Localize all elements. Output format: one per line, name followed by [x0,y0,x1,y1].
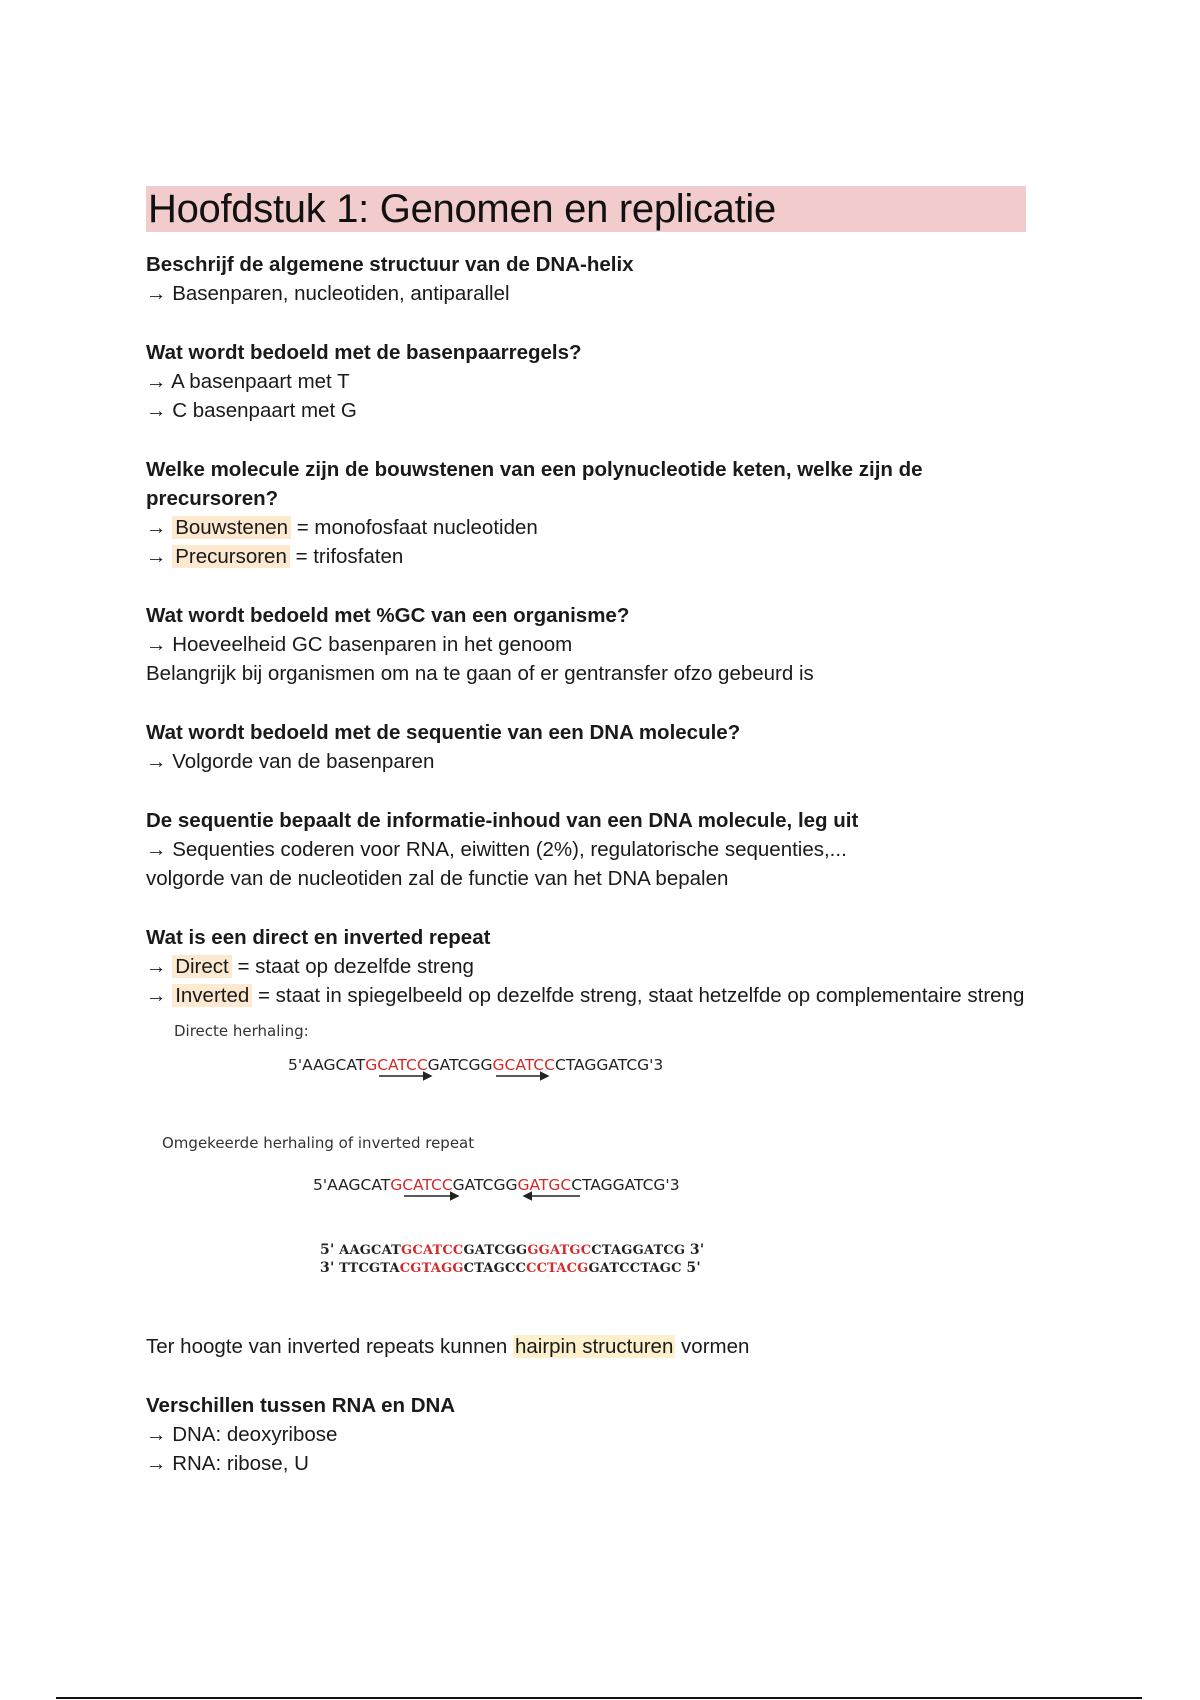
answer-text: = staat in spiegelbeeld op dezelfde streng, staat hetzelfde op complementaire streng [252,984,1025,1007]
qa-basepair-rules [146,338,1026,425]
answer: → DNA: deoxyribose [146,1423,338,1446]
highlighted-term: Bouwstenen [172,516,291,539]
sequence-segment: 5'AAGCAT [288,1056,366,1074]
answer-text: = monofosfaat nucleotiden [291,516,538,539]
repeat-segment: CGTAGG [399,1261,464,1276]
answer-text: = staat op dezelfde streng [231,955,474,978]
strand-end: 3' [689,1242,705,1258]
qa-repeats [146,923,1026,1314]
qa-building-blocks [146,455,1026,571]
strand-end: 5' [320,1242,335,1258]
answer: → Volgorde van de basenparen [146,750,435,773]
hairpin-note [146,1332,1026,1361]
answer: → Basenparen, nucleotiden, antiparallel [146,282,510,305]
question: Wat wordt bedoeld met %GC van een organisme? [146,604,630,627]
highlighted-term: Inverted [172,984,252,1007]
answer [146,981,1026,1010]
arrow-prefix: → [146,955,173,978]
answer: Belangrijk bij organismen om na te gaan of er gentransfer ofzo gebeurd is [146,662,814,685]
answer: → Hoeveelheid GC basenparen in het genoom [146,633,573,656]
answer [146,513,1026,542]
question: Verschillen tussen RNA en DNA [146,1394,456,1417]
sequence-segment: CTAGGATCG'3 [571,1176,680,1194]
answer-text: = trifosfaten [289,545,404,568]
note-text [146,1332,1026,1361]
answer: → A basenpaart met T [146,370,350,393]
answer: → Sequenties coderen voor RNA, eiwitten (2%), regulatorische sequenties,... [146,838,847,861]
arrow-prefix: → [146,545,173,568]
qa-gc-content [146,601,1026,688]
sequence-segment: GATCGG [452,1176,518,1194]
qa-dna-helix [146,250,1026,308]
direct-repeat-label: Directe herhaling: [174,1022,309,1040]
sequence-segment: GATCGG [463,1243,528,1258]
qa-sequence [146,718,1026,776]
repeat-segment: GCATCC [492,1056,555,1074]
document-page [146,186,1026,1478]
question: De sequentie bepaalt de informatie-inhoud van een DNA molecule, leg uit [146,809,859,832]
answer: → RNA: ribose, U [146,1452,309,1475]
sequence-segment: 5'AAGCAT [313,1176,391,1194]
bottom-rule [56,1697,1142,1699]
qa-information-content [146,806,1026,893]
repeat-segment: GCATCC [365,1056,428,1074]
repeat-segment: GCATCC [390,1176,453,1194]
answer: volgorde van de nucleotiden zal de functie van het DNA bepalen [146,867,729,890]
question: Wat wordt bedoeld met de sequentie van een DNA molecule? [146,721,741,744]
chapter-title: Hoofdstuk 1: Genomen en replicatie [148,186,776,231]
highlighted-term: hairpin structuren [514,1335,674,1358]
arrow-prefix: → [146,516,173,539]
ds-top-strand [320,1242,704,1258]
ds-bottom-strand [320,1260,701,1276]
answer: → C basenpaart met G [146,399,357,422]
sequence-segment: CTAGGATCG [591,1243,686,1258]
sequence-segment: GATCCTAGC [588,1261,682,1276]
question: Wat wordt bedoeld met de basenpaarregels? [146,341,582,364]
repeat-segment: CCTACG [526,1261,589,1276]
sequence-segment: CTAGGATCG'3 [554,1056,664,1074]
arrow-prefix: → [146,984,173,1007]
note-segment: Ter hoogte van inverted repeats kunnen [146,1335,513,1358]
sequence-segment: AAGCAT [339,1243,402,1258]
repeat-segment: GATGC [517,1176,572,1194]
highlighted-term: Precursoren [172,545,290,568]
sequence-segment: GATCGG [427,1056,493,1074]
qa-rna-vs-dna [146,1391,1026,1478]
repeat-figure [146,1014,1026,1314]
question: Welke molecule zijn de bouwstenen van een polynucleotide keten, welke zijn de precursoren? [146,458,923,510]
note-segment: vormen [675,1335,750,1358]
highlighted-term: Direct [172,955,232,978]
repeat-segment: GGATGC [527,1243,592,1258]
chapter-title-bar [146,186,1026,232]
repeat-segment: GCATCC [401,1243,464,1258]
sequence-segment: CTAGCC [463,1261,527,1276]
inverted-repeat-label: Omgekeerde herhaling of inverted repeat [162,1134,475,1152]
sequence-segment: TTCGTA [339,1261,400,1276]
strand-end: 5' [686,1260,701,1276]
strand-end: 3' [320,1260,335,1276]
answer [146,952,1026,981]
question: Wat is een direct en inverted repeat [146,926,491,949]
answer [146,542,1026,571]
question: Beschrijf de algemene structuur van de DNA-helix [146,253,634,276]
